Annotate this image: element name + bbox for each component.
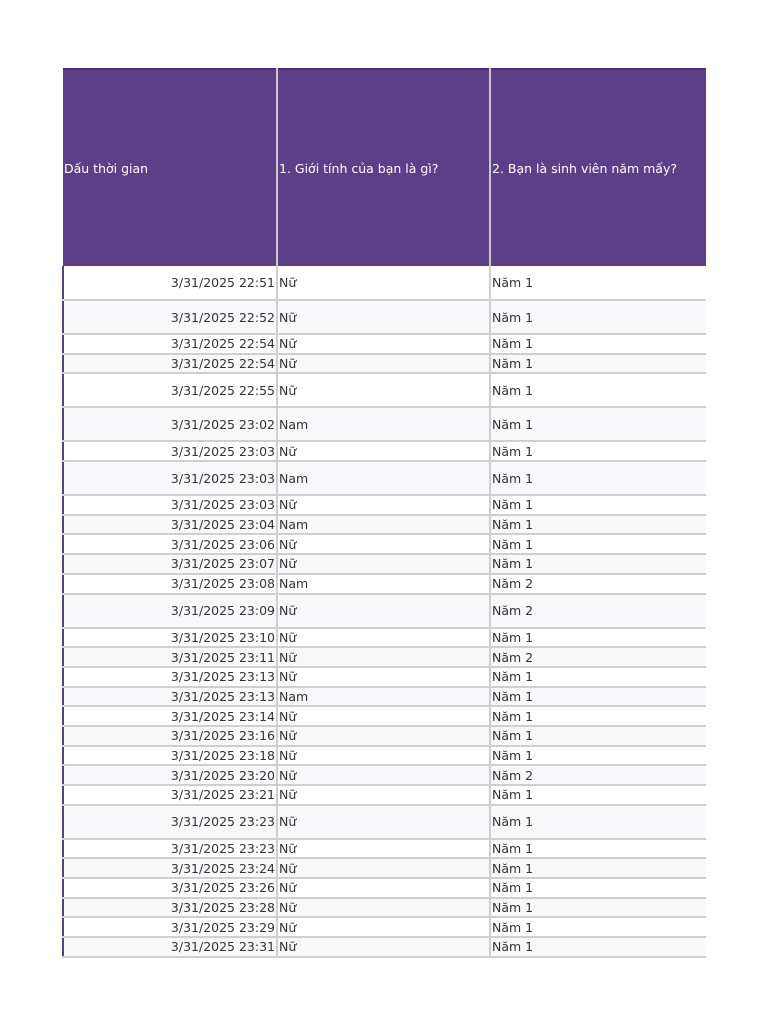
cell-gender[interactable]: Nam	[277, 687, 490, 707]
table-row	[63, 858, 706, 878]
cell-gender[interactable]: Nữ	[277, 554, 490, 574]
cell-timestamp[interactable]: 3/31/2025 23:21	[63, 785, 277, 805]
cell-gender[interactable]: Nữ	[277, 878, 490, 898]
cell-year[interactable]: Năm 1	[490, 785, 706, 805]
cell-timestamp[interactable]: 3/31/2025 23:02	[63, 407, 277, 441]
cell-year[interactable]: Năm 1	[490, 839, 706, 859]
cell-timestamp[interactable]: 3/31/2025 23:29	[63, 917, 277, 937]
cell-timestamp[interactable]: 3/31/2025 23:31	[63, 937, 277, 957]
cell-year[interactable]: Năm 1	[490, 334, 706, 354]
cell-timestamp[interactable]: 3/31/2025 23:10	[63, 628, 277, 648]
table-row	[63, 300, 706, 334]
cell-gender[interactable]: Nữ	[277, 266, 490, 300]
cell-year[interactable]: Năm 1	[490, 354, 706, 374]
cell-gender[interactable]: Nam	[277, 574, 490, 594]
cell-year[interactable]: Năm 1	[490, 266, 706, 300]
cell-timestamp[interactable]: 3/31/2025 22:55	[63, 373, 277, 407]
cell-year[interactable]: Năm 1	[490, 628, 706, 648]
table-row	[63, 574, 706, 594]
table-row	[63, 373, 706, 407]
table-row	[63, 805, 706, 839]
cell-year[interactable]: Năm 1	[490, 441, 706, 461]
cell-timestamp[interactable]: 3/31/2025 23:20	[63, 765, 277, 785]
cell-year[interactable]: Năm 1	[490, 687, 706, 707]
cell-timestamp[interactable]: 3/31/2025 22:54	[63, 334, 277, 354]
cell-timestamp[interactable]: 3/31/2025 23:09	[63, 594, 277, 628]
cell-gender[interactable]: Nữ	[277, 334, 490, 354]
cell-timestamp[interactable]: 3/31/2025 23:26	[63, 878, 277, 898]
column-header-gender[interactable]: 1. Giới tính của bạn là gì?	[277, 69, 490, 266]
cell-gender[interactable]: Nam	[277, 407, 490, 441]
cell-gender[interactable]: Nam	[277, 461, 490, 495]
cell-year[interactable]: Năm 1	[490, 726, 706, 746]
cell-gender[interactable]: Nữ	[277, 805, 490, 839]
cell-timestamp[interactable]: 3/31/2025 23:03	[63, 495, 277, 515]
table-row	[63, 878, 706, 898]
table-body	[63, 266, 706, 957]
cell-gender[interactable]: Nữ	[277, 898, 490, 918]
cell-timestamp[interactable]: 3/31/2025 23:13	[63, 687, 277, 707]
cell-gender[interactable]: Nữ	[277, 441, 490, 461]
cell-timestamp[interactable]: 3/31/2025 23:11	[63, 647, 277, 667]
table-row	[63, 334, 706, 354]
cell-gender[interactable]: Nữ	[277, 746, 490, 766]
table-row	[63, 554, 706, 574]
table-row	[63, 765, 706, 785]
cell-gender[interactable]: Nữ	[277, 594, 490, 628]
cell-gender[interactable]: Nữ	[277, 534, 490, 554]
cell-year[interactable]: Năm 1	[490, 746, 706, 766]
cell-year[interactable]: Năm 2	[490, 594, 706, 628]
cell-year[interactable]: Năm 1	[490, 858, 706, 878]
table-row	[63, 726, 706, 746]
table-row	[63, 441, 706, 461]
cell-year[interactable]: Năm 1	[490, 534, 706, 554]
table-row	[63, 266, 706, 300]
table-row	[63, 687, 706, 707]
cell-timestamp[interactable]: 3/31/2025 23:24	[63, 858, 277, 878]
cell-year[interactable]: Năm 1	[490, 898, 706, 918]
cell-timestamp[interactable]: 3/31/2025 23:13	[63, 667, 277, 687]
cell-gender[interactable]: Nữ	[277, 373, 490, 407]
cell-gender[interactable]: Nam	[277, 515, 490, 535]
cell-gender[interactable]: Nữ	[277, 937, 490, 957]
cell-gender[interactable]: Nữ	[277, 839, 490, 859]
cell-timestamp[interactable]: 3/31/2025 23:07	[63, 554, 277, 574]
cell-year[interactable]: Năm 1	[490, 878, 706, 898]
cell-timestamp[interactable]: 3/31/2025 23:23	[63, 839, 277, 859]
cell-gender[interactable]: Nữ	[277, 628, 490, 648]
cell-timestamp[interactable]: 3/31/2025 23:28	[63, 898, 277, 918]
cell-year[interactable]: Năm 1	[490, 461, 706, 495]
table-row	[63, 917, 706, 937]
cell-timestamp[interactable]: 3/31/2025 23:08	[63, 574, 277, 594]
table-row	[63, 839, 706, 859]
table-row	[63, 746, 706, 766]
cell-year[interactable]: Năm 1	[490, 937, 706, 957]
cell-year[interactable]: Năm 1	[490, 515, 706, 535]
cell-timestamp[interactable]: 3/31/2025 23:18	[63, 746, 277, 766]
cell-gender[interactable]: Nữ	[277, 785, 490, 805]
cell-year[interactable]: Năm 1	[490, 706, 706, 726]
spreadsheet	[62, 68, 705, 958]
column-header-timestamp[interactable]: Dấu thời gian	[63, 69, 277, 266]
cell-gender[interactable]: Nữ	[277, 917, 490, 937]
table-row	[63, 461, 706, 495]
table-row	[63, 495, 706, 515]
cell-gender[interactable]: Nữ	[277, 706, 490, 726]
table-row	[63, 354, 706, 374]
table-row	[63, 785, 706, 805]
cell-timestamp[interactable]: 3/31/2025 23:04	[63, 515, 277, 535]
table-row	[63, 647, 706, 667]
table-row	[63, 937, 706, 957]
table-row	[63, 706, 706, 726]
cell-gender[interactable]: Nữ	[277, 765, 490, 785]
header-row	[63, 69, 706, 266]
cell-gender[interactable]: Nữ	[277, 495, 490, 515]
cell-gender[interactable]: Nữ	[277, 647, 490, 667]
table-row	[63, 534, 706, 554]
cell-year[interactable]: Năm 1	[490, 373, 706, 407]
cell-gender[interactable]: Nữ	[277, 858, 490, 878]
cell-gender[interactable]: Nữ	[277, 726, 490, 746]
cell-year[interactable]: Năm 2	[490, 765, 706, 785]
table-row	[63, 594, 706, 628]
cell-timestamp[interactable]: 3/31/2025 23:03	[63, 441, 277, 461]
table-header	[63, 69, 706, 266]
cell-gender[interactable]: Nữ	[277, 667, 490, 687]
cell-year[interactable]: Năm 2	[490, 647, 706, 667]
cell-year[interactable]: Năm 2	[490, 574, 706, 594]
cell-timestamp[interactable]: 3/31/2025 22:51	[63, 266, 277, 300]
cell-year[interactable]: Năm 1	[490, 805, 706, 839]
cell-year[interactable]: Năm 1	[490, 495, 706, 515]
cell-year[interactable]: Năm 1	[490, 407, 706, 441]
cell-timestamp[interactable]: 3/31/2025 23:14	[63, 706, 277, 726]
table-row	[63, 628, 706, 648]
table-row	[63, 407, 706, 441]
table-row	[63, 515, 706, 535]
responses-table	[62, 68, 706, 958]
cell-timestamp[interactable]: 3/31/2025 22:54	[63, 354, 277, 374]
cell-gender[interactable]: Nữ	[277, 354, 490, 374]
cell-timestamp[interactable]: 3/31/2025 23:23	[63, 805, 277, 839]
cell-timestamp[interactable]: 3/31/2025 23:06	[63, 534, 277, 554]
cell-timestamp[interactable]: 3/31/2025 22:52	[63, 300, 277, 334]
cell-timestamp[interactable]: 3/31/2025 23:03	[63, 461, 277, 495]
cell-year[interactable]: Năm 1	[490, 667, 706, 687]
cell-year[interactable]: Năm 1	[490, 554, 706, 574]
cell-timestamp[interactable]: 3/31/2025 23:16	[63, 726, 277, 746]
table-row	[63, 667, 706, 687]
cell-year[interactable]: Năm 1	[490, 917, 706, 937]
cell-year[interactable]: Năm 1	[490, 300, 706, 334]
cell-gender[interactable]: Nữ	[277, 300, 490, 334]
table-row	[63, 898, 706, 918]
column-header-year[interactable]: 2. Bạn là sinh viên năm mấy?	[490, 69, 706, 266]
